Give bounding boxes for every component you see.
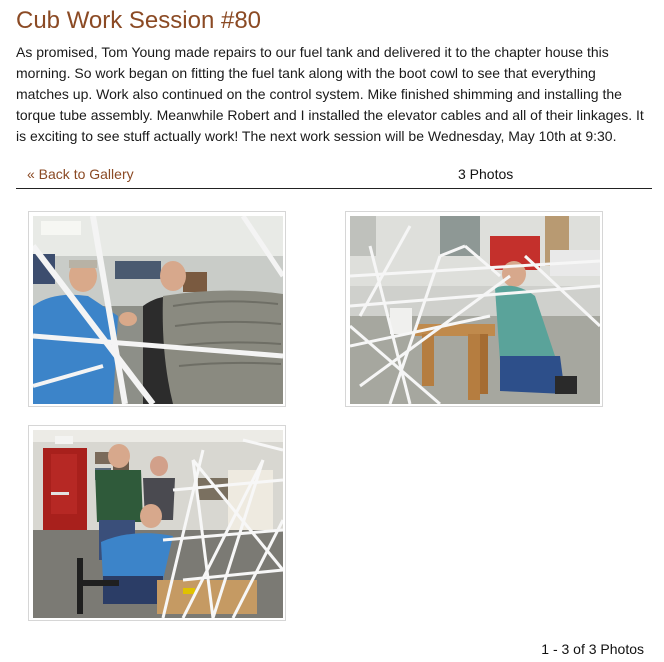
photo-image [33,216,283,404]
photo-image [33,430,283,618]
page-title: Cub Work Session #80 [16,7,262,34]
photo-count: 3 Photos [458,166,514,182]
photo-image [350,216,600,404]
photo-thumbnail-2[interactable] [345,211,603,407]
photo-thumbnail-1[interactable] [28,211,286,407]
back-to-gallery-link[interactable]: « Back to Gallery [27,166,134,182]
photo-pager-status: 1 - 3 of 3 Photos [541,641,644,657]
photo-thumbnail-3[interactable] [28,425,286,621]
gallery-navigation-bar [16,162,652,189]
session-description: As promised, Tom Young made repairs to our fuel tank and delivered it to the chapter house this morning. So work began on fitting the fuel tank along with the boot cowl to see that everything matches up. Work also continued on the control system. Mike finished shimming and installing the torque tube assembly. Meanwhile Robert and I installed the elevator cables and all of their linkages. It is exciting to see stuff actually work! The next work session will be Wednesday, May 10th at 9:30. [16,44,644,144]
